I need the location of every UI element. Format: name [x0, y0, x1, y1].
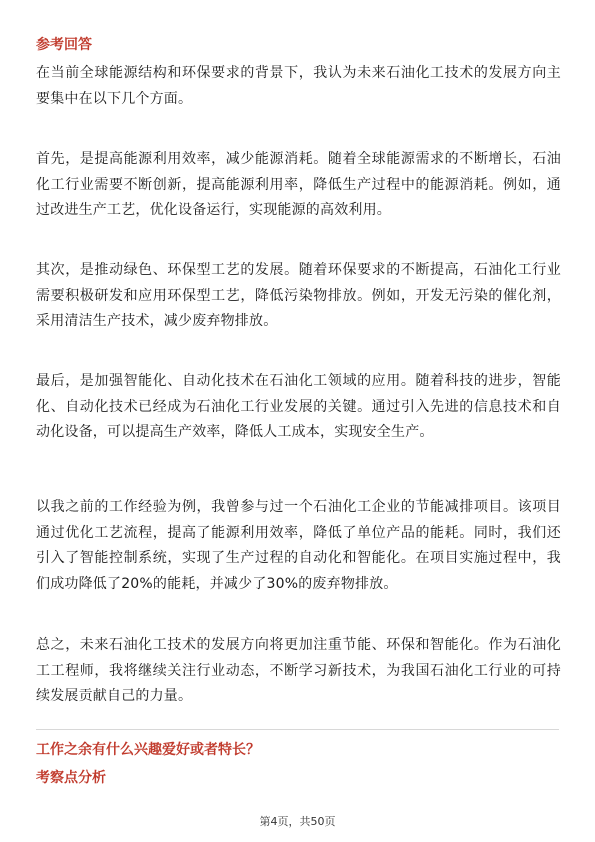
section-divider [36, 729, 559, 730]
next-question-heading: 工作之余有什么兴趣爱好或者特长？ [36, 742, 260, 758]
answer-paragraph-intro: 在当前全球能源结构和环保要求的背景下，我认为未来石油化工技术的发展方向主要集中在以下几个方面。 [36, 65, 561, 107]
answer-paragraph-conclusion: 总之，未来石油化工技术的发展方向将更加注重节能、环保和智能化。作为石油化工工程师，我将继续关注行业动态，不断学习新技术，为我国石油化工行业的可持续发展贡献自己的力量。 [36, 637, 561, 704]
page-number-footer: 第4页，共50页 [259, 815, 336, 828]
answer-paragraph-experience: 以我之前的工作经验为例，我曾参与过一个石油化工企业的节能减排项目。该项目通过优化工艺流程，提高了能源利用效率，降低了单位产品的能耗。同时，我们还引入了智能控制系统，实现了生产过程的自动化和智能化。在项目实施过程中，我们成功降低了20%的能耗，并减少了30%的废弃物排放。 [36, 499, 561, 592]
answer-paragraph-first: 首先，是提高能源利用效率，减少能源消耗。随着全球能源需求的不断增长，石油化工行业需要不断创新，提高能源利用率，降低生产过程中的能源消耗。例如，通过改进生产工艺，优化设备运行，实现能源的高效利用。 [36, 151, 561, 218]
reference-answer-heading: 参考回答 [36, 37, 92, 53]
analysis-heading: 考察点分析 [36, 770, 106, 786]
answer-paragraph-second: 其次，是推动绿色、环保型工艺的发展。随着环保要求的不断提高，石油化工行业需要积极研发和应用环保型工艺，降低污染物排放。例如，开发无污染的催化剂，采用清洁生产技术，减少废弃物排放。 [36, 262, 561, 329]
answer-paragraph-third: 最后，是加强智能化、自动化技术在石油化工领域的应用。随着科技的进步，智能化、自动化技术已经成为石油化工行业发展的关键。通过引入先进的信息技术和自动化设备，可以提高生产效率，降低人工成本，实现安全生产。 [36, 373, 561, 440]
